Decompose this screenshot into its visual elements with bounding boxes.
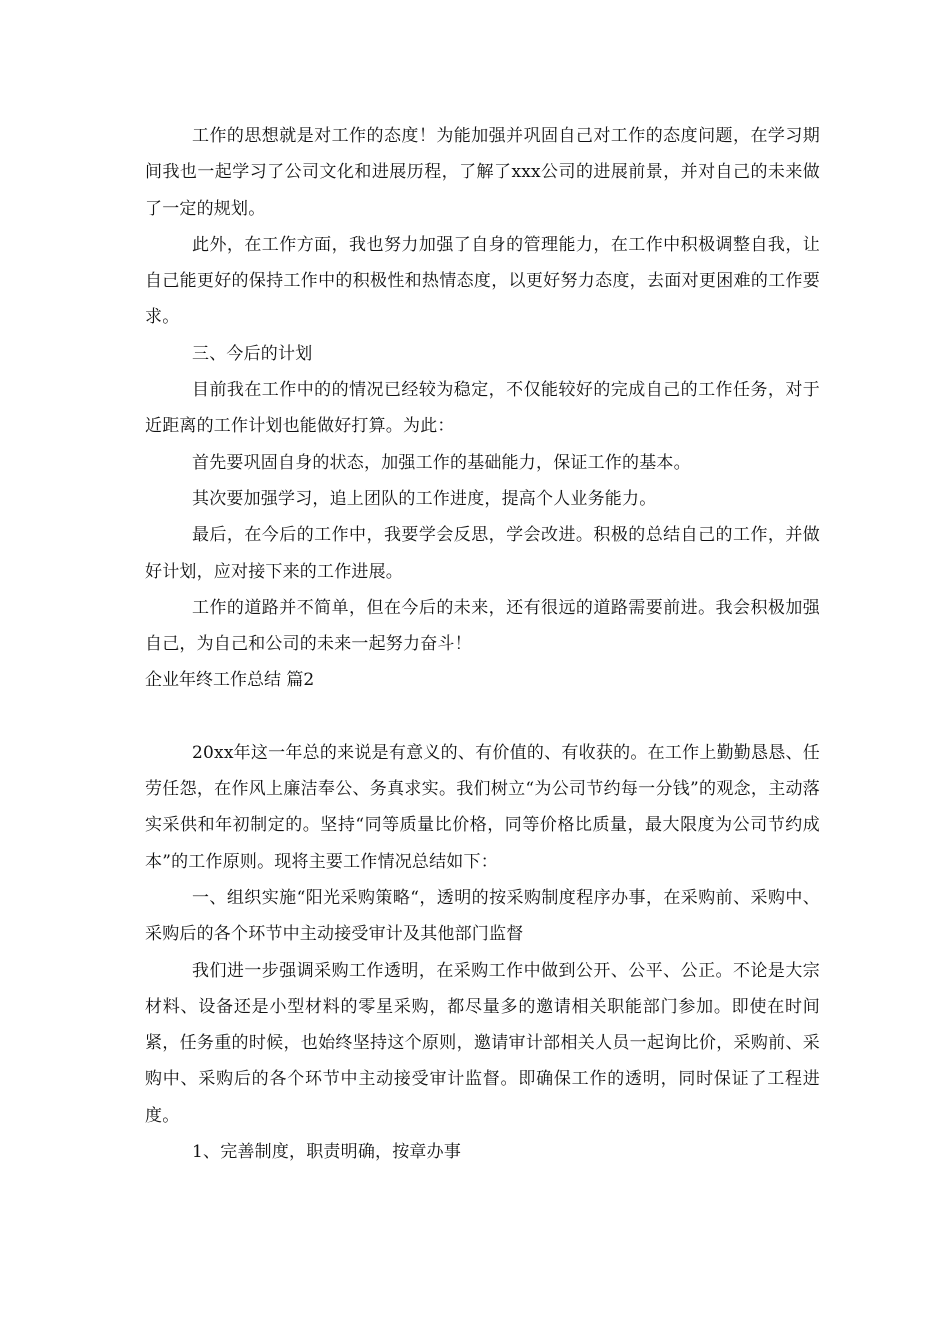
paragraph: 我们进一步强调采购工作透明，在采购工作中做到公开、公平、公正。不论是大宗材料、设备还是小型材料的零星采购，都尽量多的邀请相关职能部门参加。即使在时间紧，任务重的时候，也始终坚持这个原则，邀请审计部相关人员一起询比价，采购前、采购中、采购后的各个环节中主动接受审计监督。即确保工作的透明，同时保证了工程进度。 bbox=[145, 960, 820, 1126]
paragraph: 最后，在今后的工作中，我要学会反思，学会改进。积极的总结自己的工作，并做好计划，应对接下来的工作进展。 bbox=[145, 525, 820, 582]
paragraph: 工作的道路并不简单，但在今后的未来，还有很远的道路需要前进。我会积极加强自己，为自己和公司的未来一起努力奋斗！ bbox=[145, 597, 820, 655]
paragraph: 20xx年这一年总的来说是有意义的、有价值的、有收获的。在工作上勤勤恳恳、任劳任怨，在作风上廉洁奉公、务真求实。我们树立“为公司节约每一分钱”的观念，主动落实采供和年初制定的。坚持“同等质量比价格，同等价格比质量，最大限度为公司节约成本”的工作原则。现将主要工作情况总结如下： bbox=[145, 742, 820, 872]
paragraph: 目前我在工作中的的情况已经较为稳定，不仅能较好的完成自己的工作任务，对于近距离的工作计划也能做好打算。为此： bbox=[145, 380, 820, 437]
paragraph: 其次要加强学习，追上团队的工作进度，提高个人业务能力。 bbox=[192, 488, 657, 509]
section-title: 企业年终工作总结 篇2 bbox=[145, 670, 315, 691]
paragraph: 工作的思想就是对工作的态度！为能加强并巩固自己对工作的态度问题，在学习期间我也一起学习了公司文化和进展历程，了解了xxx公司的进展前景，并对自己的未来做了一定的规划。 bbox=[145, 126, 820, 219]
section-spacer bbox=[145, 699, 820, 735]
subheading: 三、今后的计划 bbox=[192, 343, 313, 364]
document-body bbox=[145, 118, 820, 1170]
paragraph: 首先要巩固自身的状态，加强工作的基础能力，保证工作的基本。 bbox=[192, 452, 691, 473]
paragraph: 此外，在工作方面，我也努力加强了自身的管理能力，在工作中积极调整自我，让自己能更好的保持工作中的积极性和热情态度，以更好努力态度，去面对更困难的工作要求。 bbox=[145, 234, 820, 328]
subheading: 1、完善制度，职责明确，按章办事 bbox=[192, 1142, 462, 1163]
paragraph: 一、组织实施“阳光采购策略“，透明的按采购制度程序办事，在采购前、采购中、采购后的各个环节中主动接受审计及其他部门监督 bbox=[145, 887, 820, 945]
